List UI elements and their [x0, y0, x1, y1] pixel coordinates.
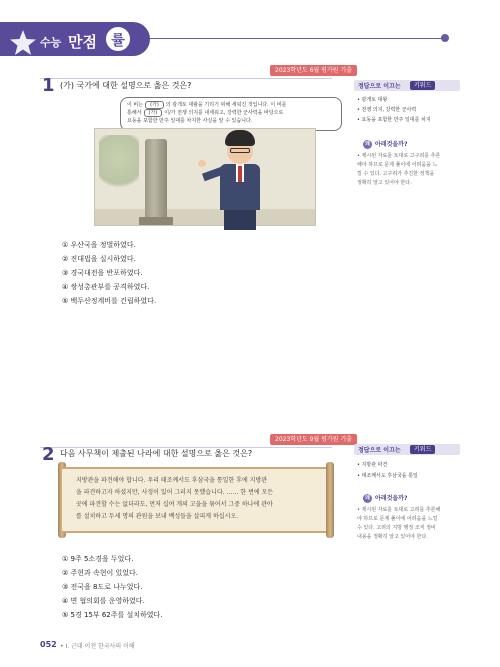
question-icon: 왜 [363, 494, 372, 503]
q2-scroll-passage: 지방관을 파견해야 합니다. 우리 태조께서도 후삼국을 통일한 후에 지방관 을 파견하고자 하셨지만, 사정이 있어 그러지 못했습니다. …… 한 번에 모든 곳에 파견할 수는 없더라도, 먼저 십여 개의 고을을 묶어서 그중 하나에 관아 를 설치하고 두세 명의 관원을 보내 백성들을 살피게 하십시오. [62, 467, 330, 533]
stele-base [139, 217, 173, 225]
q2-choice: ④ 면 협의회를 운영하였다. [62, 597, 145, 605]
sidebar2-item: • 태조께서도 후삼국을 통일 [357, 473, 418, 479]
star-icon [8, 28, 38, 58]
sidebar2-header: 정답으로 이끄는 키워드 [354, 444, 460, 455]
q2-source-tag: 2023학년도 9월 평가원 기출 [270, 434, 357, 445]
header-badge [0, 22, 150, 56]
q1-choice: ② 진대법을 실시하였다. [62, 255, 136, 263]
keyword-badge: 키워드 [410, 445, 435, 454]
q2-number: 2 [42, 444, 55, 465]
sidebar1-item: • 전쟁 의지, 강력한 군사력 [357, 107, 417, 113]
q2-choice: ① 9주 5소경을 두었다. [62, 555, 134, 563]
q1-choice: ① 우산국을 정벌하였다. [62, 241, 136, 249]
header-dot [441, 34, 449, 42]
tree-shape [99, 135, 139, 195]
bubble-line-2: 통해서 (가) 이/가 전쟁 의지를 내세워고, 강력한 군사력을 바탕으로 [127, 110, 284, 116]
q1-rule [40, 78, 332, 79]
q2-choice: ⑤ 5경 15부 62주를 설치하였다. [62, 611, 163, 619]
sidebar1-item: • 광개토 대왕 [357, 97, 388, 103]
q1-choice: ④ 쌍성총관부를 공격하였다. [62, 283, 150, 291]
q1-choice: ⑤ 백두산정계비를 건립하였다. [62, 297, 157, 305]
q2-choice: ③ 전국을 8도로 나누었다. [62, 583, 143, 591]
sidebar1-item: • 요동을 포함한 만주 일대를 차지 [357, 117, 431, 123]
header-title: 만점 [68, 33, 97, 51]
sidebar1-header: 정답으로 이끄는 키워드 [354, 80, 460, 91]
q1-source-tag: 2023학년도 6월 평가원 기출 [270, 65, 357, 76]
blank-ga: (가) [145, 101, 164, 109]
q1-question: (가) 국가에 대한 설명으로 옳은 것은? [60, 81, 192, 90]
page-header [0, 18, 500, 58]
keyword-badge: 키워드 [410, 81, 435, 90]
header-badge-text: 률 [111, 33, 125, 49]
stele-shape [145, 139, 167, 221]
bubble-line-3: 요동을 포함한 만주 일대를 차지한 사실을 알 수 있습니다. [127, 118, 253, 124]
header-rule [140, 38, 446, 39]
chapter-title: • I. 근대 이전 한국사의 이해 [60, 643, 135, 650]
sidebar2-why: 왜 아래것을까? [360, 494, 411, 504]
sidebar2-item: • 지방관 파견 [357, 462, 388, 468]
q2-choice: ② 주현과 속현이 있었다. [62, 569, 139, 577]
header-series: 수능 [40, 36, 62, 49]
sidebar1-why-body: • 제시된 자료를 토대로 고구려를 추론 해야 하므로 문제 풀이에 어려움을 느 낄 수 있다. 고구려가 추진한 정책을 정확히 알고 있어야 한다. [357, 153, 441, 186]
blank-ga: (가) [144, 109, 163, 117]
page-number: 052 [40, 640, 57, 649]
q2-question: 다음 사무책이 제출된 나라에 대한 설명으로 옳은 것은? [60, 449, 253, 458]
teacher-illustration [198, 130, 288, 230]
sidebar2-why-body: • 제시된 자료를 토대로 고려를 추론해 야 하므로 문제 풀이에 어려움을 느낄 수 있다. 고려의 지방 행정 조직 정비 내용을 정확히 알고 있어야 한다. [357, 507, 441, 540]
scroll-roll-right [326, 462, 334, 538]
bubble-line-1: 이 비는 (가) 의 광개토 대왕을 기리기 위해 세워진 것입니다. 이 비를 [127, 102, 287, 108]
sidebar1-why: 왜 아래것을까? [360, 140, 411, 150]
question-icon: 왜 [363, 140, 372, 149]
q1-choice: ③ 경국대전을 반포하였다. [62, 269, 143, 277]
q1-speech-bubble [120, 97, 342, 131]
header-badge-circle [104, 25, 132, 53]
q1-number: 1 [42, 75, 55, 96]
